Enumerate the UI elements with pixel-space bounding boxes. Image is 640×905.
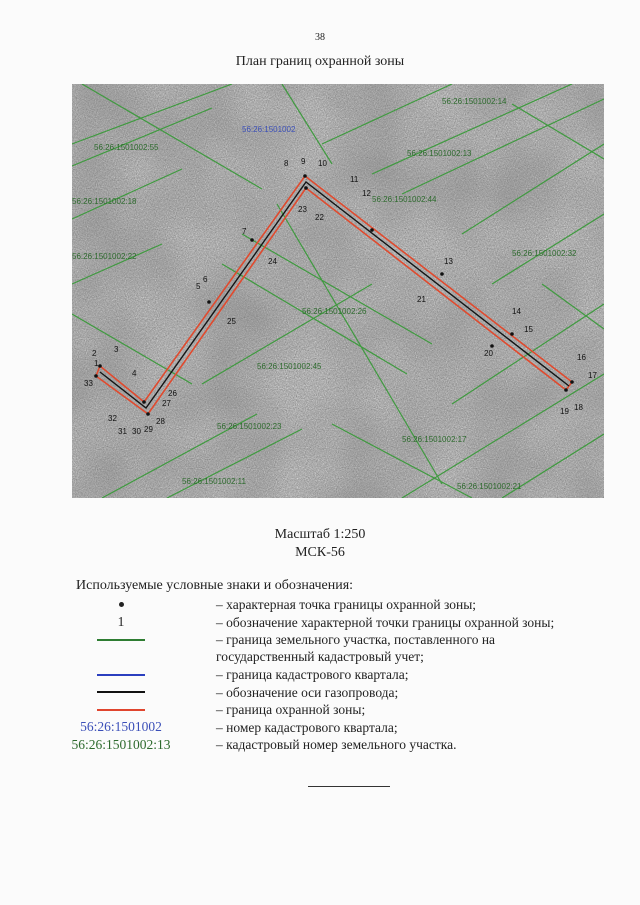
point-number: 18: [574, 403, 583, 412]
point-number: 20: [484, 349, 493, 358]
legend-number-symbol: 1: [117, 614, 125, 629]
coordinate-system-label: МСК-56: [295, 545, 345, 560]
legend-row: [76, 684, 636, 702]
cadastral-label: 56:26:1501002:14: [442, 97, 507, 106]
point-number: 10: [318, 159, 327, 168]
point-number: 17: [588, 371, 597, 380]
point-number: 4: [132, 369, 137, 378]
legend-text: – кадастровый номер земельного участка.: [216, 737, 457, 752]
point-number: 28: [156, 417, 165, 426]
point-number: 5: [196, 282, 201, 291]
legend-parcel-line-symbol: [76, 631, 166, 648]
scale-block: [0, 526, 640, 562]
point-number: 14: [512, 307, 521, 316]
point-number: 15: [524, 325, 533, 334]
point-number: 19: [560, 407, 569, 416]
point-number: 6: [203, 275, 208, 284]
legend-heading: Используемые условные знаки и обозначения:: [76, 578, 354, 593]
protection-zone-map: [72, 84, 604, 498]
closing-divider: [308, 786, 390, 787]
point-number: 3: [114, 345, 119, 354]
point-number: 8: [284, 159, 289, 168]
point-number: 26: [168, 389, 177, 398]
cadastral-label: 56:26:1501002:11: [182, 477, 246, 486]
page-number: 38: [315, 32, 325, 43]
point-number: 7: [242, 227, 247, 236]
point-number: 9: [301, 157, 306, 166]
legend-row: [76, 614, 636, 632]
point-number: 21: [417, 295, 426, 304]
scale-label: Масштаб 1:250: [274, 527, 366, 542]
cadastral-label: 56:26:1501002:18: [72, 197, 137, 206]
legend-row: [71, 736, 636, 754]
legend-row: [76, 719, 636, 737]
legend-text: – обозначение оси газопровода;: [216, 684, 399, 700]
point-number: 27: [162, 399, 171, 408]
legend-row: [76, 666, 636, 684]
legend-text: – обозначение характерной точки границы охранной зоны;: [216, 614, 555, 630]
point-number: 16: [577, 353, 586, 362]
legend-text: – характерная точка границы охранной зоны;: [216, 597, 477, 612]
legend-parcel-number-symbol: 56:26:1501002:13: [71, 736, 171, 752]
legend-quarter-number-symbol: 56:26:1501002: [80, 719, 162, 734]
point-number: 1: [94, 359, 99, 368]
legend-text: – граница земельного участка, поставленного на государственный кадастровый учет;: [216, 632, 496, 664]
point-number: 22: [315, 213, 324, 222]
point-number: 13: [444, 257, 453, 266]
legend-axis-line-symbol: [76, 684, 166, 701]
point-number: 2: [92, 349, 97, 358]
cadastral-label: 56:26:1501002:44: [372, 195, 437, 204]
point-number: 33: [84, 379, 93, 388]
legend-text: – граница кадастрового квартала;: [216, 667, 409, 682]
cadastral-label: 56:26:1501002:13: [407, 149, 472, 158]
legend-zone-line-symbol: [76, 701, 166, 718]
legend: [71, 596, 636, 754]
cadastral-label: 56:26:1501002:21: [457, 482, 522, 491]
point-number: 29: [144, 425, 153, 434]
cadastral-label: 56:26:1501002:32: [512, 249, 577, 258]
quarter-label: 56:26:1501002: [242, 125, 296, 134]
cadastral-label: 56:26:1501002:17: [402, 435, 467, 444]
legend-text: – номер кадастрового квартала;: [216, 719, 398, 735]
cadastral-label: 56:26:1501002:55: [94, 143, 159, 152]
point-number: 32: [108, 414, 117, 423]
legend-row: [76, 631, 636, 666]
legend-point-symbol: [76, 596, 166, 613]
legend-row: [76, 596, 636, 614]
page-title: План границ охранной зоны: [235, 54, 405, 69]
cadastral-label: 56:26:1501002:26: [302, 307, 367, 316]
legend-row: [76, 701, 636, 719]
point-number: 25: [227, 317, 236, 326]
legend-text: – граница охранной зоны;: [216, 702, 366, 717]
point-number: 11: [350, 175, 359, 184]
point-number: 23: [298, 205, 307, 214]
point-number: 31: [118, 427, 127, 436]
point-number: 30: [132, 427, 141, 436]
point-number: 12: [362, 189, 371, 198]
point-number: 24: [268, 257, 277, 266]
legend-quarter-line-symbol: [76, 666, 166, 683]
cadastral-label: 56:26:1501002:22: [72, 252, 137, 261]
cadastral-label: 56:26:1501002:45: [257, 362, 322, 371]
cadastral-label: 56:26:1501002:23: [217, 422, 282, 431]
